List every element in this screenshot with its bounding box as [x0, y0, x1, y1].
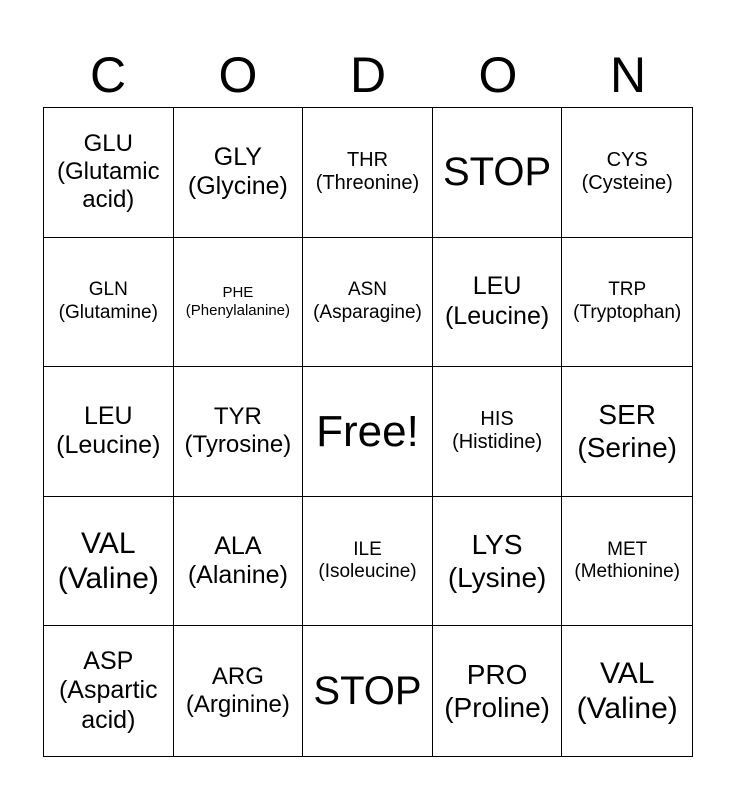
- cell-text-line: HIS: [480, 407, 514, 430]
- cell-text-line: (Aspartic: [58, 676, 158, 705]
- cell-text-line: VAL: [81, 526, 136, 560]
- cell-text-line: LEU: [83, 401, 133, 430]
- bingo-cell[interactable]: [562, 108, 692, 238]
- cell-text-line: VAL: [599, 656, 655, 690]
- cell-text-line: SER: [598, 399, 656, 431]
- cell-text-line: (Leucine): [56, 431, 161, 460]
- cell-text-line: (Cysteine): [581, 172, 673, 195]
- bingo-cell[interactable]: [433, 497, 563, 627]
- bingo-cell[interactable]: [44, 367, 174, 497]
- cell-text-line: (Glycine): [187, 172, 288, 201]
- cell-text-line: Free!: [316, 406, 419, 456]
- cell-text-line: THR: [346, 148, 389, 171]
- cell-text-line: ILE: [353, 538, 382, 560]
- bingo-cell[interactable]: [562, 238, 692, 368]
- cell-text-line: STOP: [443, 149, 552, 194]
- cell-text-line: (Tyrosine): [184, 431, 292, 459]
- cell-text-line: PHE: [222, 284, 254, 302]
- bingo-cell[interactable]: [174, 367, 304, 497]
- bingo-cell[interactable]: [174, 497, 304, 627]
- bingo-header: [43, 44, 693, 106]
- cell-text-line: ARG: [211, 662, 264, 690]
- bingo-cell[interactable]: [303, 238, 433, 368]
- cell-text-line: (Tryptophan): [573, 301, 682, 323]
- cell-text-line: (Phenylalanine): [185, 301, 290, 319]
- cell-text-line: TYR: [213, 403, 262, 431]
- bingo-cell[interactable]: [303, 108, 433, 238]
- cell-text-line: GLN: [88, 279, 128, 301]
- cell-text-line: acid): [81, 705, 136, 734]
- cell-text-line: ASN: [347, 279, 388, 301]
- cell-text-line: ASP: [83, 646, 134, 675]
- cell-text-line: (Asparagine): [313, 301, 422, 323]
- cell-text-line: (Leucine): [444, 301, 550, 330]
- bingo-cell[interactable]: [174, 626, 304, 756]
- cell-text-line: acid): [82, 186, 135, 214]
- cell-text-line: (Methionine): [574, 561, 680, 583]
- cell-text-line: (Arginine): [185, 691, 290, 719]
- cell-text-line: (Valine): [57, 562, 159, 596]
- header-letter-n: N: [609, 47, 647, 103]
- free-space-cell[interactable]: [303, 367, 433, 497]
- cell-text-line: GLY: [213, 142, 262, 171]
- bingo-cell[interactable]: [433, 367, 563, 497]
- cell-text-line: (Alanine): [187, 561, 288, 590]
- cell-text-line: CYS: [606, 148, 648, 171]
- cell-text-line: (Glutamine): [58, 301, 158, 323]
- bingo-cell[interactable]: [562, 497, 692, 627]
- cell-text-line: (Glutamic: [56, 158, 160, 186]
- cell-text-line: ALA: [214, 531, 262, 560]
- bingo-cell[interactable]: [303, 626, 433, 756]
- bingo-cell[interactable]: [303, 497, 433, 627]
- cell-text-line: (Serine): [577, 432, 677, 464]
- cell-text-line: (Proline): [444, 692, 550, 724]
- cell-text-line: (Lysine): [447, 562, 547, 594]
- cell-text-line: GLU: [83, 129, 133, 157]
- cell-text-line: (Histidine): [452, 431, 543, 454]
- cell-text-line: (Valine): [576, 692, 678, 726]
- bingo-cell[interactable]: [562, 367, 692, 497]
- bingo-cell[interactable]: [174, 108, 304, 238]
- bingo-cell[interactable]: [562, 626, 692, 756]
- header-letter-o-2: O: [478, 47, 518, 103]
- bingo-cell[interactable]: [44, 108, 174, 238]
- bingo-cell[interactable]: [433, 108, 563, 238]
- bingo-cell[interactable]: [174, 238, 304, 368]
- bingo-cell[interactable]: [433, 626, 563, 756]
- cell-text-line: LYS: [471, 529, 523, 561]
- cell-text-line: PRO: [466, 659, 528, 691]
- cell-text-line: LEU: [472, 272, 522, 301]
- bingo-cell[interactable]: [44, 497, 174, 627]
- header-letter-c: C: [89, 47, 127, 103]
- cell-text-line: STOP: [313, 668, 422, 713]
- header-letter-d: D: [349, 47, 387, 103]
- bingo-cell[interactable]: [433, 238, 563, 368]
- header-letter-o: O: [218, 47, 258, 103]
- bingo-cell[interactable]: [44, 238, 174, 368]
- cell-text-line: (Isoleucine): [318, 561, 417, 583]
- cell-text-line: MET: [607, 538, 648, 560]
- bingo-board: [43, 107, 693, 757]
- bingo-cell[interactable]: [44, 626, 174, 756]
- cell-text-line: (Threonine): [315, 172, 420, 195]
- cell-text-line: TRP: [608, 279, 647, 301]
